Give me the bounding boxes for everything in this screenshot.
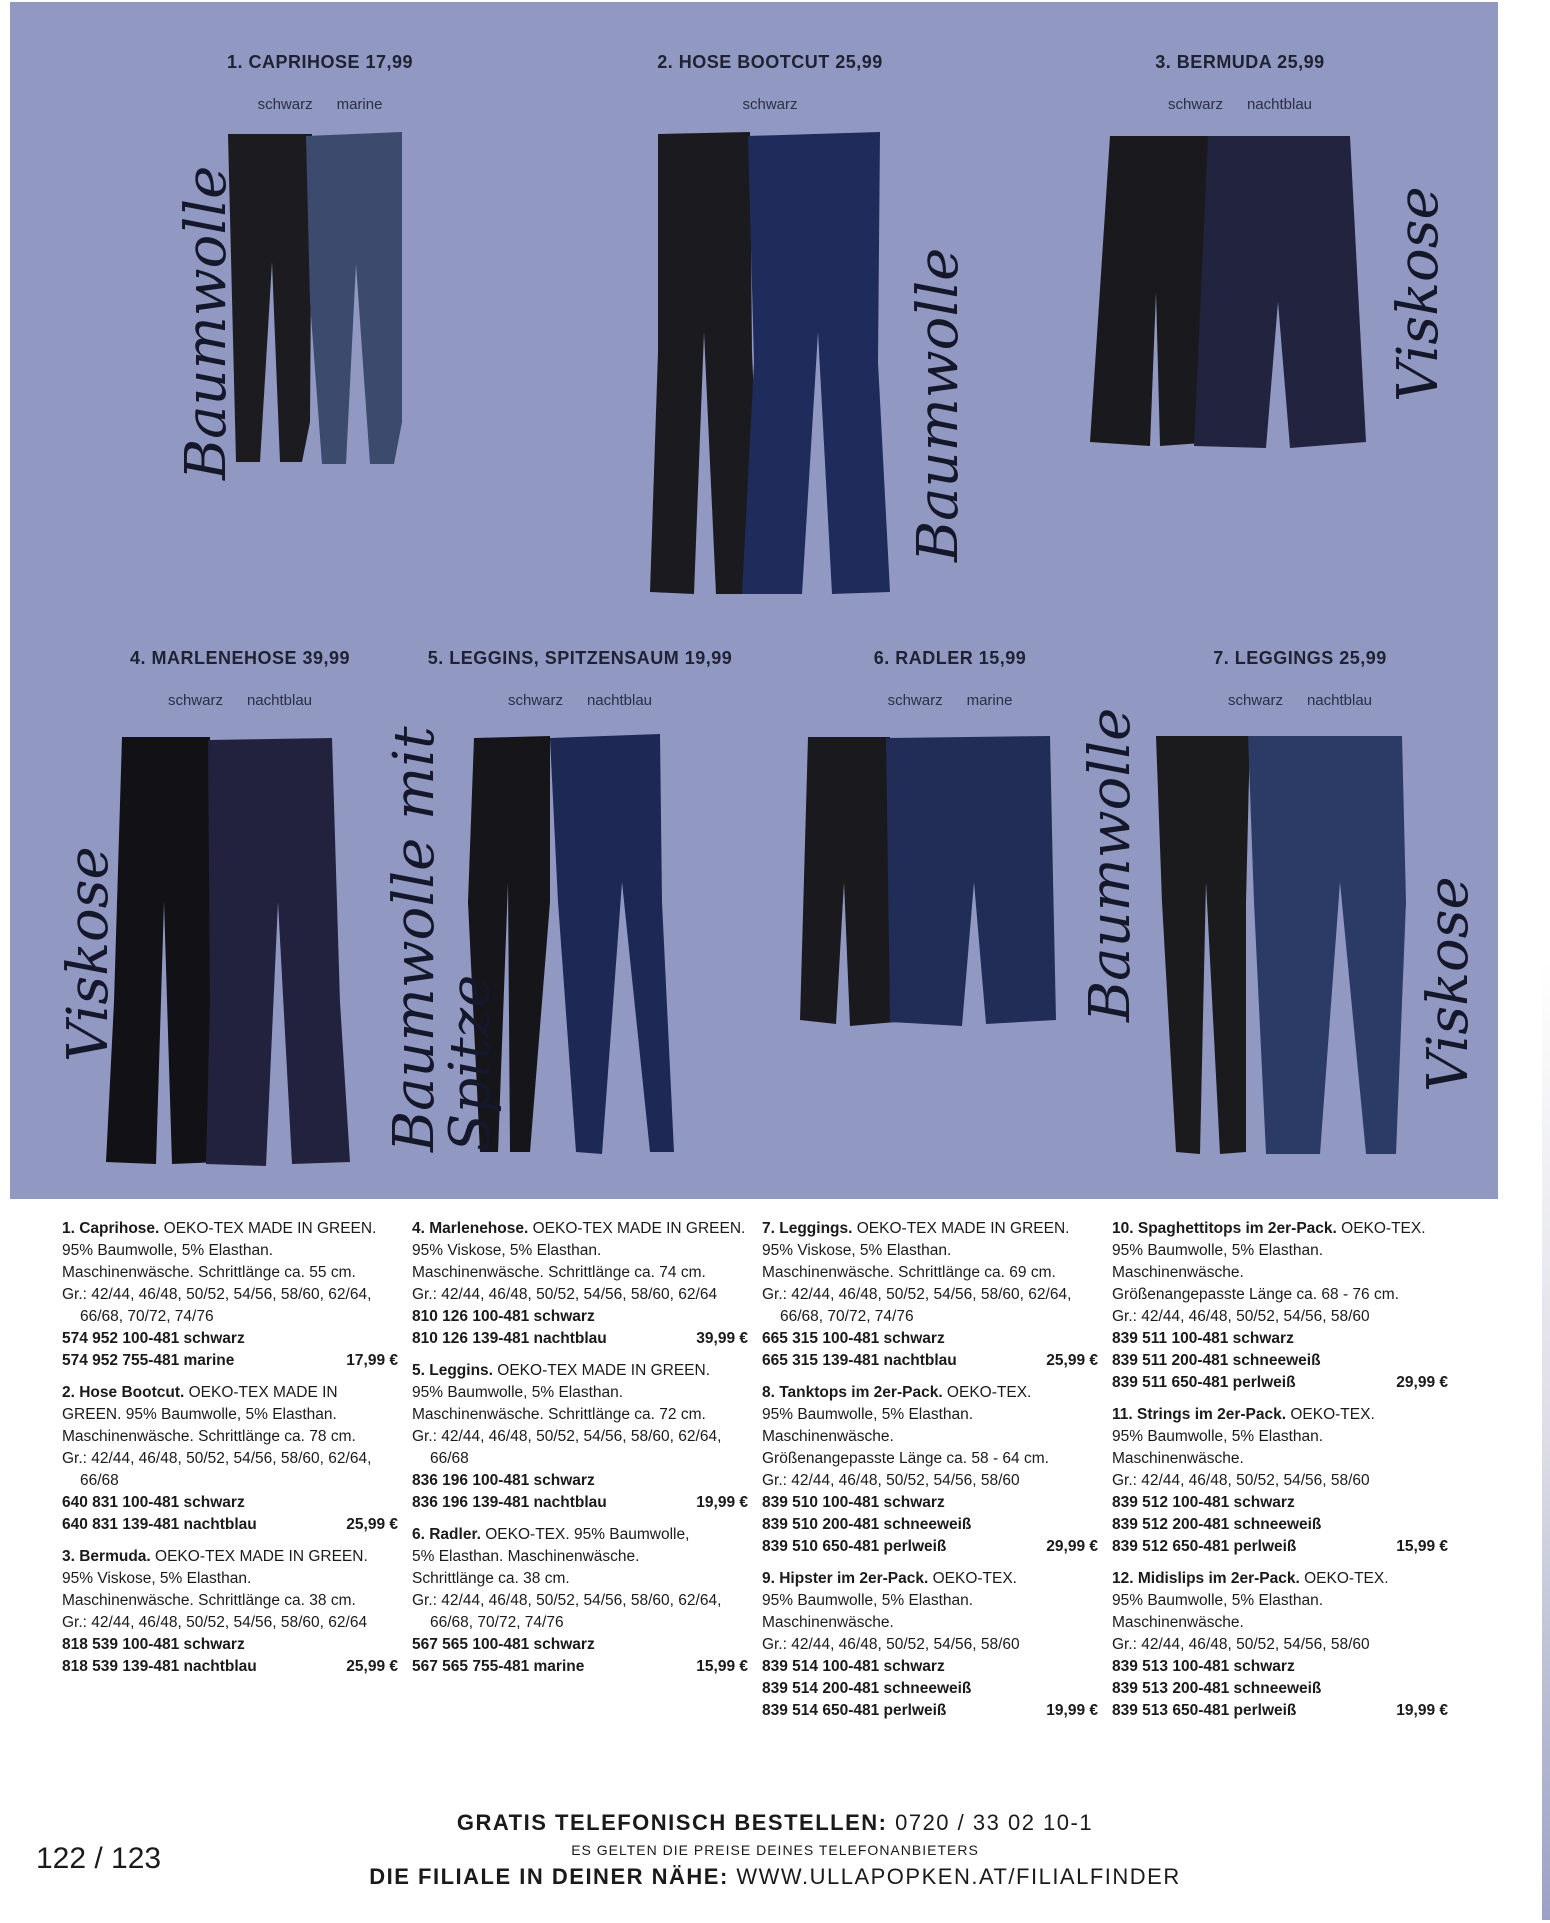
marlene-black [106, 737, 220, 1164]
spec-heading [762, 1568, 1098, 1590]
order-footer [0, 1810, 1550, 1890]
spec-lead: OEKO-TEX. [928, 1570, 1017, 1587]
article-code[interactable]: 839 513 650-481 perlweiß [1112, 1702, 1297, 1719]
scroll-edge [1542, 960, 1550, 1920]
spec-lead: OEKO-TEX MADE IN GREEN. [150, 1548, 368, 1565]
color-options [420, 692, 740, 709]
spec-heading [412, 1360, 748, 1382]
radler-garments [800, 736, 1056, 1026]
leggings-garments [1156, 736, 1406, 1154]
article-number [762, 1656, 1098, 1678]
spec-line: Maschinenwäsche. [762, 1614, 894, 1631]
product-title: 1. CAPRIHOSE 17,99 [226, 52, 414, 72]
article-code[interactable]: 839 512 100-481 schwarz [1112, 1494, 1295, 1511]
article-code[interactable]: 836 196 100-481 schwarz [412, 1472, 595, 1489]
spec-line: Maschinenwäsche. Schrittlänge ca. 74 cm. [412, 1264, 706, 1281]
spec-line: 95% Baumwolle, 5% Elasthan. [62, 1242, 274, 1259]
spec-name: 8. Tanktops im 2er-Pack. [762, 1384, 943, 1401]
article-number [62, 1514, 398, 1536]
spec-line: Maschinenwäsche. Schrittlänge ca. 78 cm. [62, 1428, 356, 1445]
article-number [62, 1328, 398, 1350]
article-number [762, 1700, 1098, 1722]
phone-number[interactable]: 0720 / 33 02 10-1 [895, 1810, 1094, 1835]
article-number [762, 1492, 1098, 1514]
article-code[interactable]: 567 565 100-481 schwarz [412, 1636, 595, 1653]
spec-name: 3. Bermuda. [62, 1548, 151, 1565]
article-number [1112, 1678, 1448, 1700]
spec-name: 5. Leggins. [412, 1362, 493, 1379]
spec-line: Größenangepasste Länge ca. 68 - 76 cm. [1112, 1286, 1399, 1303]
price: 25,99 € [346, 1516, 398, 1533]
spec-lead: OEKO-TEX MADE IN [184, 1384, 338, 1401]
article-number [1112, 1328, 1448, 1350]
caprihose-black [228, 134, 312, 462]
radler-navy [886, 736, 1056, 1026]
marlene-garments [106, 737, 350, 1166]
article-code[interactable]: 839 514 100-481 schwarz [762, 1658, 945, 1675]
article-number [1112, 1514, 1448, 1536]
store-line: DIE FILIALE IN DEINER NÄHE: WWW.ULLAPOPKEN.AT/FILIALFINDER [369, 1864, 1181, 1889]
article-code[interactable]: 810 126 100-481 schwarz [412, 1308, 595, 1325]
spec-block [62, 1546, 398, 1678]
color-marine[interactable]: marine [966, 692, 1013, 709]
price: 19,99 € [696, 1494, 748, 1511]
spec-sizes: Gr.: 42/44, 46/48, 50/52, 54/56, 58/60, 62/64, 66/68, 70/72, 74/76 [762, 1286, 1072, 1325]
material-label-2: Spitze [438, 974, 503, 1152]
color-nachtblau[interactable]: nachtblau [586, 692, 653, 709]
price: 15,99 € [696, 1658, 748, 1675]
bermuda-navy [1194, 136, 1366, 448]
color-nachtblau[interactable]: nachtblau [1306, 692, 1373, 709]
article-code[interactable]: 574 952 100-481 schwarz [62, 1330, 245, 1347]
spec-block [1112, 1218, 1448, 1394]
spec-line: 95% Viskose, 5% Elasthan. [412, 1242, 602, 1259]
material-label: Viskose [1416, 876, 1481, 1092]
spec-sizes: Gr.: 42/44, 46/48, 50/52, 54/56, 58/60 [762, 1472, 1020, 1489]
material-label: Baumwolle [174, 165, 239, 480]
spec-block [62, 1382, 398, 1536]
spec-sizes: Gr.: 42/44, 46/48, 50/52, 54/56, 58/60, 62/64, 66/68 [62, 1450, 372, 1489]
caprihose-marine [306, 132, 402, 464]
spec-column-4 [1112, 1218, 1448, 1732]
spec-lead: OEKO-TEX MADE IN GREEN. [852, 1220, 1070, 1237]
color-schwarz[interactable]: schwarz [1167, 96, 1223, 113]
caprihose-garments [228, 132, 402, 464]
article-code[interactable]: 818 539 139-481 nachtblau [62, 1658, 257, 1675]
spec-line: 95% Baumwolle, 5% Elasthan. [762, 1406, 974, 1423]
product-title: 6. RADLER 15,99 [873, 648, 1027, 668]
spec-block [412, 1360, 748, 1514]
color-nachtblau[interactable]: nachtblau [246, 692, 313, 709]
article-number [1112, 1700, 1448, 1722]
spec-line: 95% Viskose, 5% Elasthan. [62, 1570, 252, 1587]
spec-lead: OEKO-TEX. 95% Baumwolle, [480, 1526, 690, 1543]
spec-name: 2. Hose Bootcut. [62, 1384, 185, 1401]
article-code[interactable]: 839 514 650-481 perlweiß [762, 1702, 947, 1719]
article-code[interactable]: 818 539 100-481 schwarz [62, 1636, 245, 1653]
price: 25,99 € [1046, 1352, 1098, 1369]
phone-note: ES GELTEN DIE PREISE DEINES TELEFONANBIETERS [571, 1842, 979, 1858]
spec-line: Maschinenwäsche. [1112, 1614, 1244, 1631]
article-number [1112, 1350, 1448, 1372]
spec-line: Maschinenwäsche. Schrittlänge ca. 72 cm. [412, 1406, 706, 1423]
article-code[interactable]: 839 510 100-481 schwarz [762, 1494, 945, 1511]
spec-lead: OEKO-TEX. [1336, 1220, 1426, 1237]
article-number [412, 1656, 748, 1678]
article-code[interactable]: 665 315 139-481 nachtblau [762, 1352, 957, 1369]
spec-block [62, 1218, 398, 1372]
spec-lead: OEKO-TEX MADE IN GREEN. [492, 1362, 710, 1379]
spec-line: Maschinenwäsche. Schrittlänge ca. 69 cm. [762, 1264, 1056, 1281]
article-code[interactable]: 839 511 200-481 schneeweiß [1112, 1352, 1321, 1369]
spec-heading [1112, 1404, 1448, 1426]
spec-name: 4. Marlenehose. [412, 1220, 529, 1237]
spec-name: 9. Hipster im 2er-Pack. [762, 1570, 929, 1587]
article-number [1112, 1656, 1448, 1678]
article-number [412, 1306, 748, 1328]
price: 19,99 € [1396, 1702, 1448, 1719]
color-options [640, 96, 900, 113]
article-number [762, 1328, 1098, 1350]
spec-sizes: Gr.: 42/44, 46/48, 50/52, 54/56, 58/60, 62/64, 66/68, 70/72, 74/76 [62, 1286, 372, 1325]
spec-sizes: Gr.: 42/44, 46/48, 50/52, 54/56, 58/60, 62/64 [412, 1286, 718, 1303]
color-schwarz[interactable]: schwarz [887, 692, 943, 709]
color-options [1110, 96, 1370, 113]
article-code[interactable]: 665 315 100-481 schwarz [762, 1330, 945, 1347]
spec-block [1112, 1568, 1448, 1722]
material-label: Viskose [1386, 186, 1451, 402]
spec-sizes: Gr.: 42/44, 46/48, 50/52, 54/56, 58/60 [1112, 1636, 1370, 1653]
color-options [820, 692, 1080, 709]
spec-line: GREEN. 95% Baumwolle, 5% Elasthan. [62, 1406, 337, 1423]
spec-column-1 [62, 1218, 398, 1688]
spec-lead: OEKO-TEX. [1286, 1406, 1375, 1423]
leggings-black [1156, 736, 1250, 1154]
price: 19,99 € [1046, 1702, 1098, 1719]
spec-heading [62, 1218, 398, 1240]
article-code[interactable]: 839 511 100-481 schwarz [1112, 1330, 1294, 1347]
article-code[interactable]: 640 831 139-481 nachtblau [62, 1516, 257, 1533]
bootcut-navy [742, 132, 890, 594]
article-code[interactable]: 839 514 200-481 schneeweiß [762, 1680, 972, 1697]
spec-line: Maschinenwäsche. [762, 1428, 894, 1445]
spec-lead: OEKO-TEX MADE IN GREEN. [528, 1220, 746, 1237]
price: 25,99 € [346, 1658, 398, 1675]
leggins-navy [550, 734, 674, 1154]
article-code[interactable]: 839 510 650-481 perlweiß [762, 1538, 947, 1555]
color-options [100, 692, 380, 709]
article-code[interactable]: 839 513 100-481 schwarz [1112, 1658, 1295, 1675]
spec-sizes: Gr.: 42/44, 46/48, 50/52, 54/56, 58/60, 62/64 [62, 1614, 368, 1631]
page-number: 122 / 123 [36, 1842, 162, 1875]
color-options [190, 96, 450, 113]
spec-block [762, 1382, 1098, 1558]
article-number [412, 1328, 748, 1350]
spec-block [762, 1568, 1098, 1722]
product-title: 5. LEGGINS, SPITZENSAUM 19,99 [427, 648, 733, 668]
material-label: Baumwolle [906, 247, 971, 562]
spec-line: 95% Baumwolle, 5% Elasthan. [762, 1592, 974, 1609]
store-finder-link[interactable]: WWW.ULLAPOPKEN.AT/FILIALFINDER [736, 1864, 1181, 1889]
spec-heading [412, 1524, 748, 1546]
spec-name: 12. Midislips im 2er-Pack. [1112, 1570, 1300, 1587]
material-label: Baumwolle [1078, 707, 1143, 1022]
spec-heading [762, 1382, 1098, 1404]
spec-block [762, 1218, 1098, 1372]
spec-heading [1112, 1218, 1448, 1240]
marlene-navy [206, 738, 350, 1166]
article-code[interactable]: 839 511 650-481 perlweiß [1112, 1374, 1296, 1391]
article-number [762, 1350, 1098, 1372]
article-number [62, 1492, 398, 1514]
product-title: 3. BERMUDA 25,99 [1155, 52, 1325, 72]
spec-line: 95% Baumwolle, 5% Elasthan. [1112, 1242, 1324, 1259]
product-title: 2. HOSE BOOTCUT 25,99 [657, 52, 883, 72]
spec-column-3 [762, 1218, 1098, 1732]
article-code[interactable]: 574 952 755-481 marine [62, 1352, 235, 1369]
spec-heading [1112, 1568, 1448, 1590]
spec-heading [62, 1382, 398, 1404]
product-title: 7. LEGGINGS 25,99 [1213, 648, 1387, 668]
material-label: Viskose [56, 846, 121, 1062]
price: 39,99 € [696, 1330, 748, 1347]
spec-line: Maschinenwäsche. Schrittlänge ca. 55 cm. [62, 1264, 356, 1281]
price: 15,99 € [1396, 1538, 1448, 1555]
spec-name: 6. Radler. [412, 1526, 481, 1543]
order-line: GRATIS TELEFONISCH BESTELLEN: 0720 / 33 02 10-1 [456, 1810, 1094, 1835]
color-schwarz[interactable]: schwarz [742, 96, 798, 113]
price: 29,99 € [1396, 1374, 1448, 1391]
article-number [412, 1492, 748, 1514]
spec-line: 95% Baumwolle, 5% Elasthan. [1112, 1592, 1324, 1609]
article-code[interactable]: 839 512 650-481 perlweiß [1112, 1538, 1297, 1555]
spec-line: Maschinenwäsche. [1112, 1264, 1244, 1281]
product-hero [10, 2, 1498, 1199]
spec-line: 5% Elasthan. Maschinenwäsche. [412, 1548, 640, 1565]
price: 29,99 € [1046, 1538, 1098, 1555]
spec-name: 11. Strings im 2er-Pack. [1112, 1406, 1287, 1423]
color-schwarz[interactable]: schwarz [1227, 692, 1283, 709]
article-code[interactable]: 839 510 200-481 schneeweiß [762, 1516, 972, 1533]
spec-line: Maschinenwäsche. [1112, 1450, 1244, 1467]
spec-block [1112, 1404, 1448, 1558]
bermuda-garments [1090, 136, 1366, 448]
spec-line: Größenangepasste Länge ca. 58 - 64 cm. [762, 1450, 1049, 1467]
color-schwarz[interactable]: schwarz [167, 692, 223, 709]
article-code[interactable]: 810 126 139-481 nachtblau [412, 1330, 607, 1347]
article-number [62, 1634, 398, 1656]
spec-heading [762, 1218, 1098, 1240]
article-number [62, 1656, 398, 1678]
spec-line: 95% Baumwolle, 5% Elasthan. [1112, 1428, 1324, 1445]
article-number [762, 1678, 1098, 1700]
spec-line: 95% Baumwolle, 5% Elasthan. [412, 1384, 624, 1401]
article-code[interactable]: 839 512 200-481 schneeweiß [1112, 1516, 1322, 1533]
spec-sizes: Gr.: 42/44, 46/48, 50/52, 54/56, 58/60, 62/64, 66/68 [412, 1428, 722, 1467]
radler-black [800, 737, 896, 1026]
spec-name: 1. Caprihose. [62, 1220, 160, 1237]
leggings-navy [1248, 736, 1406, 1154]
article-number [412, 1634, 748, 1656]
spec-block [412, 1218, 748, 1350]
spec-lead: OEKO-TEX. [1299, 1570, 1389, 1587]
spec-sizes: Gr.: 42/44, 46/48, 50/52, 54/56, 58/60 [762, 1636, 1020, 1653]
color-nachtblau[interactable]: nachtblau [1246, 96, 1313, 113]
spec-lead: OEKO-TEX MADE IN GREEN. [159, 1220, 377, 1237]
spec-block [412, 1524, 748, 1678]
article-number [762, 1514, 1098, 1536]
spec-heading [412, 1218, 748, 1240]
article-number [1112, 1492, 1448, 1514]
color-marine[interactable]: marine [336, 96, 383, 113]
article-number [762, 1536, 1098, 1558]
spec-column-2 [412, 1218, 748, 1688]
spec-heading [62, 1546, 398, 1568]
spec-lead: OEKO-TEX. [942, 1384, 1032, 1401]
price: 17,99 € [346, 1352, 398, 1369]
color-schwarz[interactable]: schwarz [257, 96, 313, 113]
article-number [412, 1470, 748, 1492]
bootcut-garments [650, 132, 890, 594]
spec-sizes: Gr.: 42/44, 46/48, 50/52, 54/56, 58/60 [1112, 1308, 1370, 1325]
color-options [1170, 692, 1430, 709]
spec-line: Maschinenwäsche. Schrittlänge ca. 38 cm. [62, 1592, 356, 1609]
article-code[interactable]: 567 565 755-481 marine [412, 1658, 585, 1675]
article-number [62, 1350, 398, 1372]
spec-name: 10. Spaghettitops im 2er-Pack. [1112, 1220, 1337, 1237]
article-number [1112, 1372, 1448, 1394]
spec-line: Schrittlänge ca. 38 cm. [412, 1570, 570, 1587]
spec-line: 95% Viskose, 5% Elasthan. [762, 1242, 952, 1259]
color-schwarz[interactable]: schwarz [507, 692, 563, 709]
spec-name: 7. Leggings. [762, 1220, 853, 1237]
spec-sizes: Gr.: 42/44, 46/48, 50/52, 54/56, 58/60, 62/64, 66/68, 70/72, 74/76 [412, 1592, 722, 1631]
article-code[interactable]: 640 831 100-481 schwarz [62, 1494, 245, 1511]
spec-sizes: Gr.: 42/44, 46/48, 50/52, 54/56, 58/60 [1112, 1472, 1370, 1489]
product-title: 4. MARLENEHOSE 39,99 [129, 648, 351, 668]
article-code[interactable]: 839 513 200-481 schneeweiß [1112, 1680, 1322, 1697]
article-code[interactable]: 836 196 139-481 nachtblau [412, 1494, 607, 1511]
bootcut-black [650, 132, 762, 594]
material-label: Baumwolle mit [382, 726, 447, 1152]
article-number [1112, 1536, 1448, 1558]
